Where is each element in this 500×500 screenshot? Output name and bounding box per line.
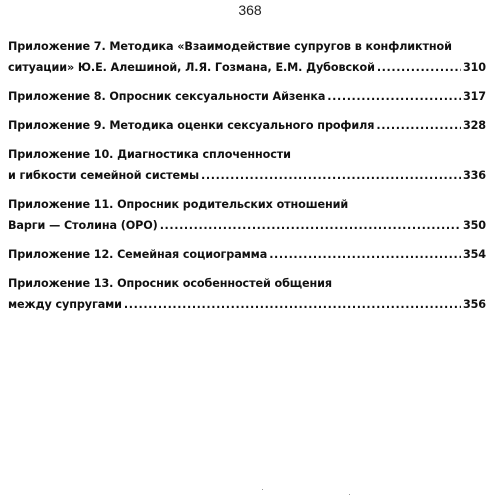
table-of-contents — [8, 36, 486, 323]
toc-entry-page-number: 328 — [462, 119, 486, 132]
toc-entry-page-number: 350 — [462, 219, 486, 232]
toc-entry-appendix-7 — [8, 36, 486, 78]
dot-leader — [124, 294, 461, 315]
dot-leader — [201, 165, 461, 186]
toc-entry-title-line: Приложение 11. Опросник родительских отношений — [8, 198, 349, 211]
toc-entry-page-number: 317 — [462, 90, 486, 103]
toc-entry-title-line: Приложение 12. Семейная социограмма — [8, 248, 268, 261]
page-number: 368 — [238, 2, 262, 18]
toc-entry-appendix-13 — [8, 273, 486, 315]
dot-leader — [377, 57, 461, 78]
toc-entry-title-line: Приложение 8. Опросник сексуальности Айзенка — [8, 90, 326, 103]
toc-entry-title-line: Приложение 10. Диагностика сплоченности — [8, 148, 291, 161]
toc-entry-title-line: ситуации» Ю.Е. Алешиной, Л.Я. Гозмана, Е.М. Дубовской — [8, 61, 375, 74]
toc-entry-last-line — [8, 215, 486, 236]
toc-entry-appendix-10 — [8, 144, 486, 186]
toc-entry-page-number: 310 — [462, 61, 486, 74]
toc-entry-title-line: Варги — Столина (ОРО) — [8, 219, 158, 232]
toc-entry-last-line — [8, 294, 486, 315]
toc-entry-appendix-11 — [8, 194, 486, 236]
toc-entry-title-line: Приложение 7. Методика «Взаимодействие супругов в конфликтной — [8, 40, 452, 53]
toc-entry-page-number: 356 — [462, 298, 486, 311]
toc-entry-page-number: 336 — [462, 169, 486, 182]
scan-speck — [349, 494, 350, 495]
toc-entry-appendix-9 — [8, 115, 486, 136]
dot-leader — [269, 244, 461, 265]
dot-leader — [327, 86, 461, 107]
toc-entry-last-line — [8, 86, 486, 107]
toc-entry-page-number: 354 — [462, 248, 486, 261]
toc-entry-title-line: и гибкости семейной системы — [8, 169, 200, 182]
toc-entry-last-line — [8, 244, 486, 265]
toc-entry-last-line — [8, 165, 486, 186]
dot-leader — [160, 215, 461, 236]
toc-entry-appendix-12 — [8, 244, 486, 265]
dot-leader — [376, 115, 461, 136]
toc-entry-title-line: Приложение 13. Опросник особенностей общения — [8, 277, 332, 290]
toc-entry-title-line: между супругами — [8, 298, 122, 311]
toc-entry-last-line — [8, 57, 486, 78]
toc-entry-last-line — [8, 115, 486, 136]
toc-entry-title-line: Приложение 9. Методика оценки сексуального профиля — [8, 119, 375, 132]
toc-entry-appendix-8 — [8, 86, 486, 107]
scan-speck — [262, 489, 263, 490]
